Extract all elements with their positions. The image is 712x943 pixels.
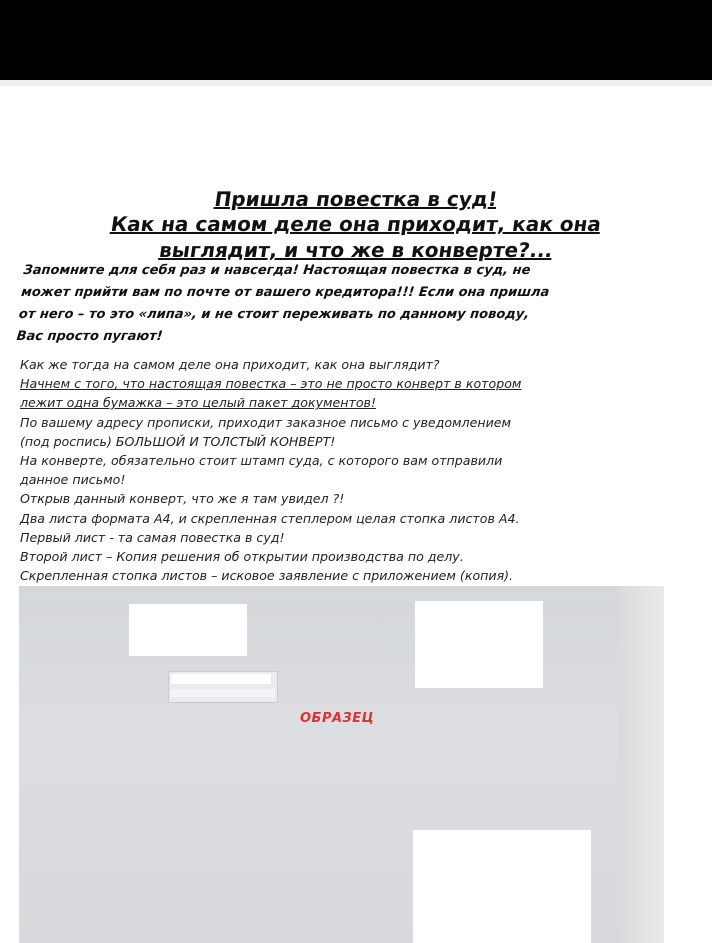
title-line-3: выглядит, и что же в конверте?... bbox=[157, 238, 555, 262]
barcode-label-line bbox=[171, 689, 275, 697]
redacted-box-sender bbox=[129, 604, 247, 656]
title-line-2: Как на самом деле она приходит, как она bbox=[109, 212, 603, 236]
envelope-photo bbox=[19, 586, 664, 943]
title-line-1: Пришла повестка в суд! bbox=[213, 187, 499, 211]
body-line: Как же тогда на самом деле она приходит, как она выглядит? bbox=[20, 357, 440, 372]
warning-paragraph bbox=[15, 260, 664, 348]
top-black-bar bbox=[0, 0, 712, 80]
body-line: Два листа формата А4, и скрепленная степлером целая стопка листов А4. bbox=[20, 510, 520, 526]
body-line: Второй лист – Копия решения об открытии производства по делу. bbox=[20, 549, 464, 565]
body-line: данное письмо! bbox=[20, 472, 126, 488]
redacted-box-stamp bbox=[415, 601, 543, 688]
warning-line: Запомните для себя раз и навсегда! Настоящая повестка в суд, не bbox=[22, 263, 532, 278]
body-line-underlined: лежит одна бумажка – это целый пакет документов! bbox=[20, 395, 377, 411]
body-line: Открыв данный конверт, что же я там увидел ?! bbox=[20, 491, 345, 507]
body-line: Скрепленная стопка листов – исковое заявление с приложением (копия). bbox=[20, 568, 514, 584]
page-edge bbox=[0, 80, 712, 86]
redacted-box-recipient bbox=[413, 830, 591, 943]
barcode-label-redacted bbox=[171, 674, 271, 684]
body-line-underlined: Начнем с того, что настоящая повестка – это не просто конверт в котором bbox=[20, 376, 522, 392]
warning-line: от него – то это «липа», и не стоит переживать по данному поводу, bbox=[18, 307, 530, 322]
warning-line: может прийти вам по почте от вашего кредитора!!! Если она пришла bbox=[20, 285, 551, 300]
body-text bbox=[20, 355, 660, 585]
warning-line: Вас просто пугают! bbox=[15, 329, 164, 344]
photo-background-edge bbox=[619, 586, 664, 943]
body-line: На конверте, обязательно стоит штамп суда, с которого вам отправили bbox=[20, 453, 503, 469]
body-line: Первый лист - та самая повестка в суд! bbox=[20, 529, 285, 545]
sample-stamp-label: ОБРАЗЕЦ bbox=[300, 711, 375, 726]
body-line: (под роспись) БОЛЬШОЙ И ТОЛСТЫЙ КОНВЕРТ! bbox=[20, 433, 336, 449]
body-line: По вашему адресу прописки, приходит заказное письмо с уведомлением bbox=[20, 414, 511, 430]
